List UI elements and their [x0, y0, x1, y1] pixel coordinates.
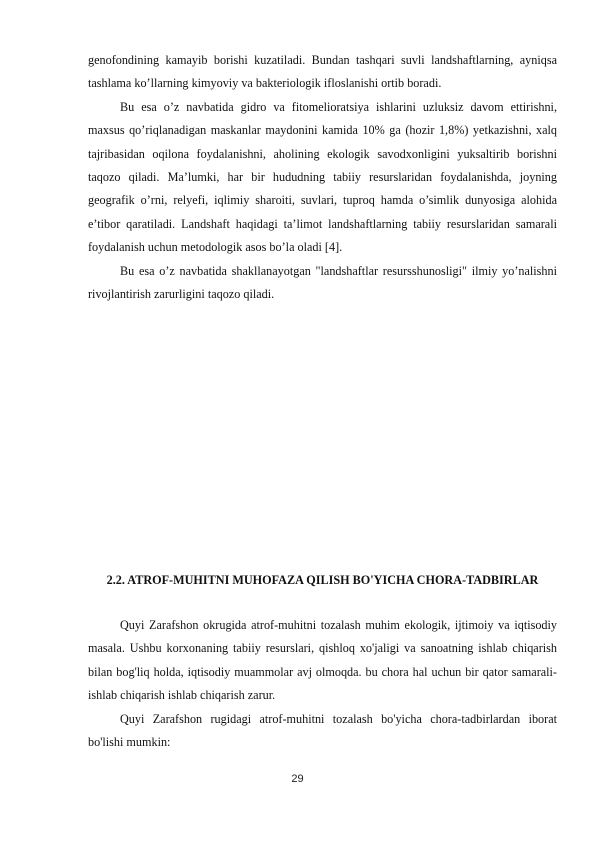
paragraph-ecology-requirements: Bu esa o’z navbatida gidro va fitomelioratsiya ishlarini uzluksiz davom ettirishni, maxsus qo’riqlanadigan maskanlar maydonini kamida 10% ga (hozir 1,8%) yetkazishni, xalq tajribasidan oqilona foydalanishni, aholining ekologik savodxonligini yuksaltirib borishni taqozo qiladi. Ma’lumki, har bir hududning tabiiy resurslaridan foydalanishda, joyning geografik o’rni, relyefi, iqlimiy sharoiti, suvlari, tuproq hamda o’simlik dunyosiga alohida e’tibor qaratiladi. Landshaft haqidagi ta’limot landshaftlarning tabiiy resurslaridan samarali foydalanish uchun metodologik asos bo’la oladi [4].: [88, 99, 557, 255]
document-body-section: [88, 614, 557, 754]
paragraph-landscape-resources: Bu esa o’z navbatida shakllanayotgan "landshaftlar resursshunosligi" ilmiy yo’nalishni rivojlantirish zarurligini taqozo qiladi.: [88, 263, 557, 302]
intro-paragraph: genofondining kamayib borishi kuzatiladi. Bundan tashqari suvli landshaftlarning, ayniqsa tashlama ko’llarning kimyoviy va bakteriologik ifloslanishi ortib boradi.: [88, 53, 557, 91]
paragraph-zarafshon-measures: Quyi Zarafshon rugidagi atrof-muhitni tozalash bo'yicha chora-tadbirlardan iborat bo'lishi mumkin:: [88, 711, 557, 750]
document-body-top: [88, 49, 557, 306]
paragraph-zarafshon-issue: Quyi Zarafshon okrugida atrof-muhitni tozalash muhim ekologik, ijtimoiy va iqtisodiy masala. Ushbu korxonaning tabiiy resurslari, qishloq xo'jaligi va sanoatning ishlab chiqarish bilan bog'liq holda, iqtisodiy muammolar avj olmoqda. bu chora hal uchun bir qator samarali- ishlab chiqarish ishlab chiqarish zarur.: [88, 618, 557, 703]
page-number: 29: [291, 773, 304, 785]
section-heading: 2.2. ATROF-MUHITNI MUHOFAZA QILISH BO'YICHA CHORA-TADBIRLAR: [106, 573, 539, 587]
